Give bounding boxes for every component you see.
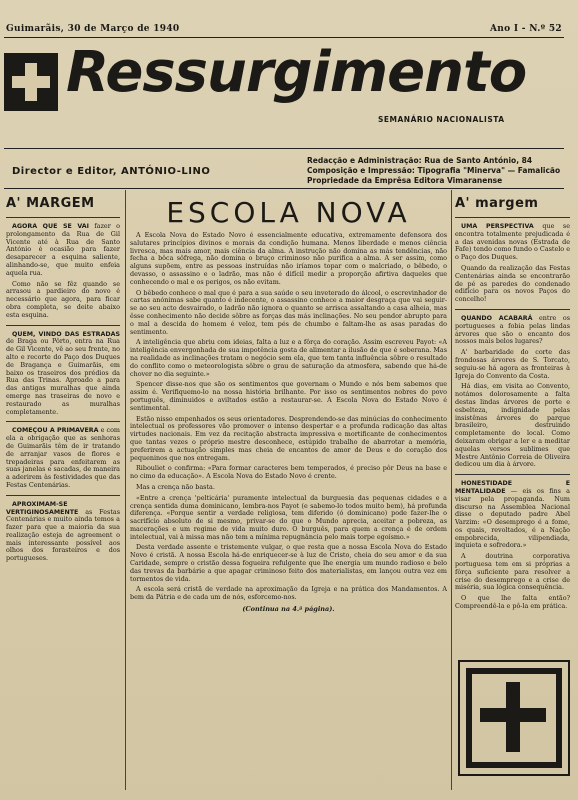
separator	[6, 421, 120, 422]
article-paragraph: O bêbedo conhece o mal que é para a sua saúde o seu inveterado do álcool, o escrevinhador de cartas anónimas sabe quanto é indecente, o assassino conhece a maior desgraça que vai seguir-se ao seu acto desvairado, o ladrão não ignora o quanto se arrisca assaltando a casa alheia, mas êsse conhecimento não decide sôbre as forças das más inclinações. No seu pendor abrupto para o mal a descida do homem é veloz, tem pés de chumbo e faltam-lhe as asas paradas do sentimento.	[130, 288, 447, 336]
list-item: Quando da realização das Festas Centenárias ainda se encontrarão de pé as paredes do condenado edifício para os novos Paços do concelho!	[455, 263, 570, 304]
right-column	[455, 196, 570, 654]
left-column-heading: A' MARGEM	[6, 196, 95, 211]
list-item: QUANDO ACABARÁ entre os portugueses a fobia pelas lindas árvores que são o encanto dos nossos mais belos lugares?	[455, 313, 570, 346]
article-paragraph: Mas a crença não basta.	[136, 482, 215, 491]
admin-line: Propriedade da Emprêsa Editora Vimaranense	[307, 176, 503, 185]
list-item: QUEM, VINDO DAS ESTRADAS de Braga ou Pôrto, entra na Rua de Gil Vicente, vê ao seu frente, no alto e recorte do Paço dos Duques de Bragança e Guimarãis, em baixo os traseiros dos prédios da Rua das Trinas. Aproado a para das antigas muralhas que ainda emerge nas traseiras de novo e restaurado as muralhas completamente.	[6, 330, 120, 416]
separator	[455, 474, 570, 475]
article-paragraph: «Entre a crença 'pelticária' puramente intelectual da burguesia das pequenas cidades e a crença sentida duma dominicano, lembra-nos Payot (e sabemo-lo todos muito bem), há profunda diferença. «Porque sentir a verdade religiosa, tem diferido (ó dominicano) pode fazer-lhe o sacrifício absoluto de si mesmo, privar-se do que o Mundo aprecia, aceitar a pobreza, as macerações e um regime de vida muito duro. O burguês, para quem a crença é de ordem intelectual, vai à missa mas não tem a mínima repugnância pelo mais torpe egoísmo.»	[130, 493, 447, 541]
list-item: Há dias, em visita ao Convento, notámos dolorosamente a falta destas lindas árvores de porte e esbelteza, indignidade pelas insistênas árvores do parque brasileiro, destruindo completamente do local. Como deixaram obrigar a ler e a meditar aquelas versos sublimes que Mestre Antônio Correia de Oliveira dedicou um dia à árvore.	[455, 382, 570, 469]
list-item: O que lhe falta então? Compreendê-la e pô-la em prática.	[455, 594, 570, 611]
column-divider	[451, 190, 452, 790]
separator	[6, 325, 120, 326]
article-paragraph: A escola será cristã de verdade na aproximação da Igreja e na prática dos Mandamentos. A bem da Pátria e de cada um de nós, esforcemo-nos.	[130, 585, 447, 602]
separator	[455, 217, 570, 218]
article-paragraph: A inteligência que abriu com ideias, falta a luz e a fôrça do coração. Assim escreveu Payot: «A inteligência envergonhada de sua impotência gosta de alimentar a ilusão de que é soberana. Mas na realidade as inclinações tratam o negócio sem ela, que tem tanta influência sôbre o resultado do conflito como o meteorologista sôbre o grau de saturação da atmosfera, sabendo que há-de chover no dia seguinte.»	[130, 338, 447, 378]
center-column	[130, 196, 447, 786]
masthead-title: Ressurgimento	[66, 40, 527, 105]
cross-logo-icon	[4, 53, 58, 111]
list-item: Como não se fêz quando se arrasou a pardieiro do novo é necessário que agora, para ficar obra completa, se deite abaixo esta esquina.	[6, 279, 120, 319]
director-line: Director e Editor, ANTÓNIO-LINO	[12, 166, 211, 177]
list-item: COMEÇOU A PRIMAVERA e com ela a obrigação que as senhoras de Guimarãis têm de ir tratando de arranjar vasos de flores e trepadeiras para enfeitarem as suas janelas e sacadas, de maneira a aderirem às festividades que das Festas Centenárias.	[6, 426, 120, 489]
continuation-note: (Continua na 4.ª página).	[242, 605, 335, 614]
article-paragraph: Estão nisso empenhados os seus orientadores. Desprendendo-se das minúcias do conhecimento intelectual os professores vão promover o intenso despertar e a profunda radicação das altas virtudes nacionais. Em vez da recitação abstracta impressiva e mortificante de conhecimentos que tantas vezes o próprio mestre desconhece, estúpido trabalho de abarrotar a memória, preferirem a actuação simples mas cheia de encantos de amor de Deus e do coração dos pequeninos que nos entregam.	[130, 414, 447, 462]
header-bottom-rule	[4, 188, 564, 189]
article-paragraph: Spencer disse-nos que são os sentimentos que governam o Mundo e nós bem sabemos que assim é. Verifiquemo-lo na nossa história brilhante. Por isso os sentimentos nobres do povo português, diminuidos e aviltados estão a restaurar-se. A Escola Nova do Estado Novo é sentimental.	[130, 380, 447, 412]
dateline-bar	[6, 24, 562, 34]
list-item: APROXIMAM-SE VERTIGINOSAMENTE as Festas Centenárias e muito ainda temos a fazer para que a maioria da sua realização esteja de agreement o mais interessante possível aos olhos dos forasteiros e dos portugueses.	[6, 500, 120, 563]
list-item: AGORA QUE SE VAI fazer o prolongamento da Rua de Gil Vicente até à Rua de Santo António é ocasião para fazer desaparecer a esquina saliente, alinhando-se, que muito enfeia aquela rua.	[6, 222, 120, 277]
list-item: A' barbaridade do corte das frondosas árvores de S. Torcato, seguiu-se há agora as fronteiras à Igreja do Convento da Costa.	[455, 348, 570, 380]
issue-number: Ano I - N.º 52	[489, 24, 562, 34]
right-column-heading: A' margem	[455, 196, 539, 211]
admin-line: Redacção e Administração: Rua de Santo António, 84	[307, 156, 533, 165]
column-divider	[125, 190, 126, 790]
article-paragraph: Ribouliet o confirma: «Para formar caracteres bem temperados, é preciso pôr Deus na base e no cimo da educação». A Escola Nova do Estado Novo é crente.	[130, 464, 447, 481]
article-paragraph: Desta verdade assente e tristemente vulgar, o que resta que a nossa Escola Nova do Estado Novo é cristã. A nossa Escola há-de enriquecer-se à luz de Cristo, cheia do seu amor e da sua Caridade, sempre o cristão dessa fogueira refulgente que lhe energia um mundo radioso e belo das trevas da barbárie a que apagar criminoso feito dos materialistas, em lançou outra vez em tormentos de vida.	[130, 543, 447, 583]
admin-line: Composição e Impressão: Tipografia "Minerva" — Famalicão	[307, 166, 561, 175]
cross-emblem-icon	[458, 660, 570, 776]
article-paragraph: A Escola Nova do Estado Novo é essencialmente educativa, extremamente defensora dos salutares princípios divinos e morais da condição humana. Menos liberdade e menos ciência livresca, mas mais amor, mais ciência da alma. A instrução não domina as más tendências, não fecha a bôca sôfrega, não domina o bruço criminoso não purifica a alma. A ser assim, como alguns supõem, entre as pessoas instruídas não iríamos topar com o malcriado, o bêbedo, o devasso, o assassino e o ladrão, mas não é difícil medir a proporção afirtiva daqueles que conhecendo o mal e os perigos, os não evitam.	[130, 231, 447, 286]
admin-block	[307, 156, 560, 186]
list-item: UMA PERSPECTIVA que se encontra totalmente prejudicada é a das avenidas novas (Estrada de Fafe) tendo como fundo o Castelo e o Paço dos Duques.	[455, 222, 570, 262]
separator	[6, 495, 120, 496]
article-title: ESCOLA NOVA	[166, 196, 411, 229]
separator	[455, 309, 570, 310]
dateline: Guimarãis, 30 de Março de 1940	[6, 24, 180, 34]
left-column	[6, 196, 120, 786]
list-item: HONESTIDADE E MENTALIDADE — eis os fins a visar pela propaganda. Num discurso na Assemblea Nacional disse o deputado padre Abel Varzim: «O desemprego é a fome, os quais, revoltados, é a Nação empobrecida, vilipendiada, inquieta e sofredora.»	[455, 480, 570, 550]
masthead-subtitle: SEMANÁRIO NACIONALISTA	[378, 115, 505, 124]
list-item: A doutrina corporativa portuguesa tem em si próprias a fôrça suficiente para resolver a crise do desemprego e a crise de miséria, sua lógica consequência.	[455, 552, 570, 592]
separator	[6, 217, 120, 218]
masthead-rule	[4, 148, 564, 149]
